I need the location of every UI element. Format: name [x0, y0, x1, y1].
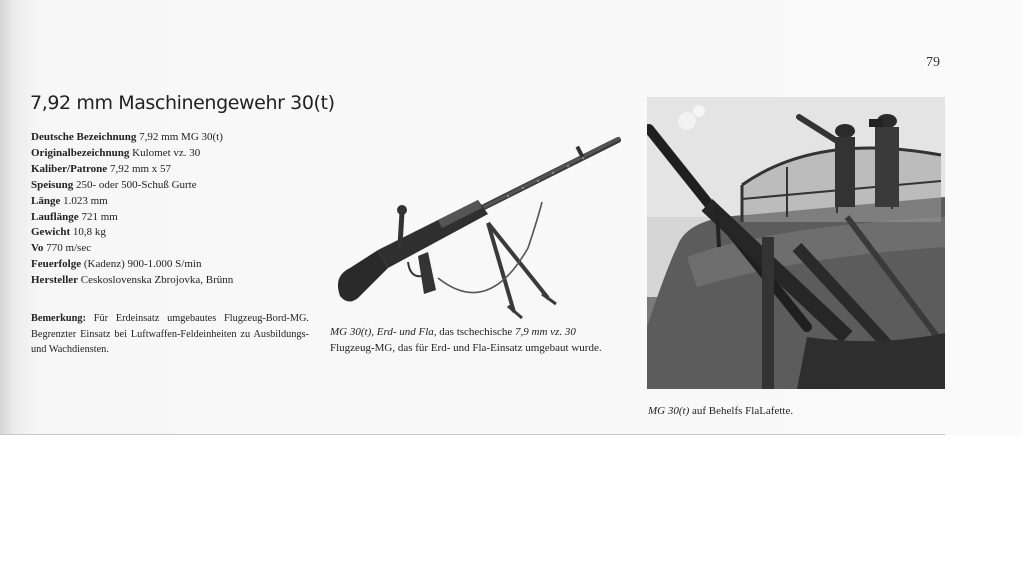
spec-row — [31, 146, 321, 162]
spec-label: Speisung — [31, 178, 74, 191]
spec-list — [31, 130, 321, 289]
aa-photo-caption — [648, 405, 793, 417]
page-bottom-rule — [0, 434, 945, 435]
remark-label: Bemerkung: — [31, 313, 86, 324]
spec-row — [31, 210, 321, 226]
spec-value: 7,92 mm x 57 — [109, 162, 172, 175]
spec-row — [31, 178, 321, 194]
spec-row — [31, 194, 321, 210]
spec-row — [31, 257, 321, 273]
remark-text: Für Erdeinsatz umgebautes Flugzeug-Bord-MG. Begrenzter Einsatz bei Luftwaffen-Feldeinheiten zu Ausbildungs- und Wachdiensten. — [31, 313, 309, 356]
spec-label: Kaliber/Patrone — [31, 162, 108, 175]
spec-value: 7,92 mm MG 30(t) — [139, 131, 223, 143]
caption-text: Flugzeug-MG, das für Erd- und Fla-Einsatz umgebaut wurde. — [330, 341, 602, 354]
spec-value: (Kadenz) 900-1.000 S/min — [83, 258, 202, 271]
spec-row — [31, 241, 321, 257]
spec-label: Feuerfolge — [31, 258, 82, 271]
spec-value: 1.023 mm — [63, 194, 108, 207]
spec-row — [31, 162, 321, 178]
gun-photo-caption — [330, 325, 605, 356]
spec-value: 10,8 kg — [72, 226, 106, 239]
page-title: 7,92 mm Maschinengewehr 30(t) — [30, 92, 335, 114]
spec-value: Kulomet vz. 30 — [132, 146, 201, 159]
spec-value: Ceskoslovenska Zbrojovka, Brünn — [80, 274, 234, 287]
spec-value: 770 m/sec — [46, 242, 92, 255]
spec-label: Lauflänge — [31, 210, 79, 223]
spec-row — [31, 225, 321, 241]
caption-italic: 7,9 mm vz. 30 — [515, 326, 576, 338]
machine-gun-photo — [328, 128, 628, 328]
spec-label: Hersteller — [31, 274, 79, 287]
spec-value: 721 mm — [81, 210, 118, 223]
caption-text: das tschechische — [436, 326, 516, 338]
aa-mount-photo — [647, 97, 945, 389]
spec-label: Originalbezeichnung — [31, 146, 130, 159]
caption-text: auf Behelfs FlaLafette. — [689, 405, 794, 417]
spec-value: 250- oder 500-Schuß Gurte — [75, 178, 197, 191]
spec-row — [31, 273, 321, 289]
remark-paragraph — [31, 311, 309, 358]
spec-label: Vo — [31, 242, 44, 255]
caption-italic: MG 30(t), Erd- und Fla, — [330, 326, 437, 338]
spec-label: Gewicht — [31, 226, 71, 239]
caption-italic: MG 30(t) — [648, 405, 690, 417]
spec-label: Länge — [31, 194, 61, 207]
spec-row — [31, 130, 321, 146]
spec-label: Deutsche Bezeichnung — [31, 131, 137, 143]
page-number: 79 — [926, 55, 940, 70]
